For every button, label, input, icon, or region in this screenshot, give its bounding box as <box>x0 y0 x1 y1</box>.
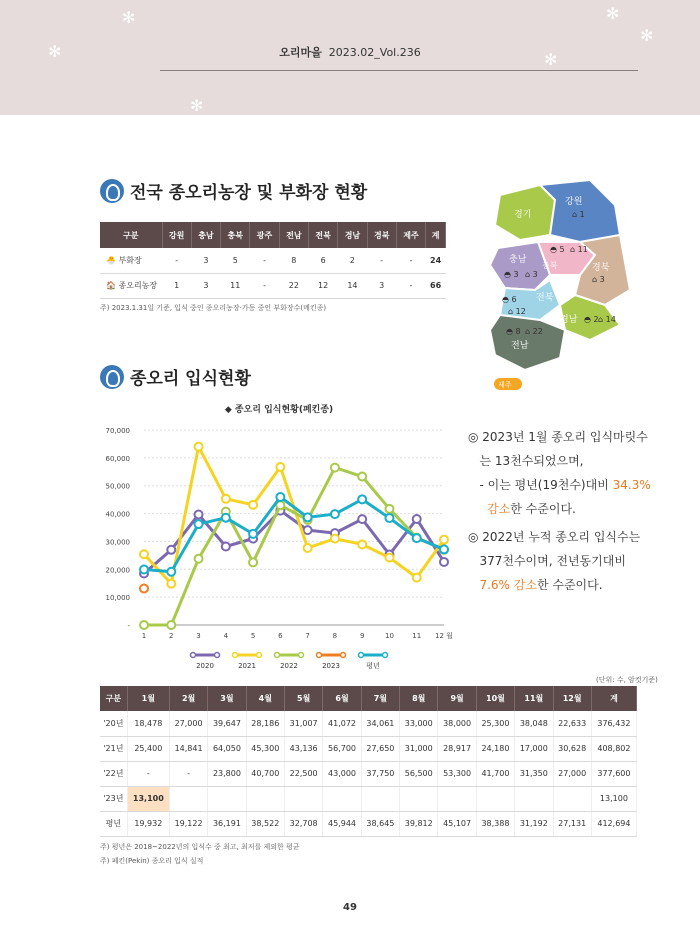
farm-table <box>100 222 446 299</box>
col-header: 2월 <box>169 686 207 711</box>
cell: - <box>367 248 396 273</box>
col-header: 전북 <box>308 222 337 248</box>
col-header: 6월 <box>323 686 361 711</box>
cell: 3 <box>367 273 396 298</box>
col-header: 경북 <box>367 222 396 248</box>
section-title-stocking <box>100 364 251 389</box>
cell: 14,841 <box>169 736 207 761</box>
cell: 45,107 <box>438 811 476 836</box>
cell: - <box>250 273 279 298</box>
y-tick-label: 40,000 <box>105 510 130 519</box>
cell: 43,000 <box>323 761 361 786</box>
cell: 25,300 <box>476 711 514 736</box>
legend-label: 2021 <box>238 662 256 670</box>
data-point-평년 <box>167 568 175 576</box>
legend-label: 평년 <box>366 662 380 670</box>
data-point-2021 <box>440 536 448 544</box>
y-tick-label: 30,000 <box>105 538 130 547</box>
col-header: 1월 <box>127 686 169 711</box>
col-header: 9월 <box>438 686 476 711</box>
legend-marker <box>317 653 322 658</box>
table-row <box>100 273 446 298</box>
legend-label: 2023 <box>322 662 340 670</box>
section-title-text: 종오리 입식현황 <box>130 369 251 389</box>
unit-label: (단위: 수, 암컷기준) <box>596 676 658 684</box>
data-point-평년 <box>249 530 257 538</box>
y-tick-label: 10,000 <box>105 594 130 603</box>
cell: 34,061 <box>361 711 399 736</box>
map-count: ⌂ 11 <box>570 245 588 254</box>
data-point-2021 <box>331 535 339 543</box>
data-point-2021 <box>195 443 203 451</box>
snowflake-icon: ✻ <box>544 50 558 69</box>
legend-marker <box>257 653 262 658</box>
col-header: 충남 <box>191 222 220 248</box>
row-label: 🐣 부화장 <box>100 248 162 273</box>
table-row <box>100 786 637 811</box>
data-point-평년 <box>440 545 448 553</box>
duck-icon <box>100 365 124 389</box>
data-point-2022 <box>385 505 393 513</box>
note: 주) 평년은 2018~2022년의 입식수 중 최고, 최저를 제외한 평균 <box>100 843 300 851</box>
x-tick-label: 7 <box>305 632 310 640</box>
table-row <box>100 761 637 786</box>
cell: 39,812 <box>400 811 438 836</box>
cell: 2 <box>338 248 367 273</box>
bullet-1: ◎ 2023년 1월 종오리 입식마릿수 는 13천수되었으며, - 이는 평년(19천수)대비 34.3% 감소한 수준이다. <box>468 430 651 516</box>
y-tick-label: 20,000 <box>105 566 130 575</box>
table-row <box>100 248 446 273</box>
legend-marker <box>383 653 388 658</box>
cell: 11 <box>221 273 250 298</box>
map-count: ◓ 6 <box>502 295 517 304</box>
map-count: ⌂ 3 <box>592 275 605 284</box>
map-label: 전북 <box>536 293 554 303</box>
bullet-2: ◎ 2022년 누적 종오리 입식수는 377천수이며, 전년동기대비 7.6% 감소한 수준이다. <box>468 530 641 592</box>
legend-marker <box>299 653 304 658</box>
legend-marker <box>275 653 280 658</box>
summary-bullets <box>468 425 668 601</box>
cell: 6 <box>308 248 337 273</box>
duck-icon <box>100 179 124 203</box>
data-point-2020 <box>440 558 448 566</box>
cell: 28,186 <box>246 711 284 736</box>
map-label: 경남 <box>560 315 578 325</box>
data-point-2021 <box>304 544 312 552</box>
cell: 32,708 <box>284 811 322 836</box>
col-header: 7월 <box>361 686 399 711</box>
cell: 28,917 <box>438 736 476 761</box>
col-header: 충북 <box>221 222 250 248</box>
data-point-2022 <box>195 555 203 563</box>
col-header: 11월 <box>515 686 553 711</box>
map-label: 충북 <box>542 261 558 270</box>
cell: 31,192 <box>515 811 553 836</box>
map-region-chungnam <box>490 242 550 290</box>
cell: - <box>396 248 425 273</box>
x-tick-label: 2 <box>169 632 174 640</box>
y-tick-label: 60,000 <box>105 454 130 463</box>
cell <box>553 786 591 811</box>
data-point-평년 <box>276 493 284 501</box>
cell <box>400 786 438 811</box>
cell <box>246 786 284 811</box>
cell: 13,100 <box>127 786 169 811</box>
cell <box>284 786 322 811</box>
snowflake-icon: ✻ <box>122 8 136 27</box>
legend-marker <box>341 653 346 658</box>
map-label: 충남 <box>509 255 527 265</box>
cell <box>476 786 514 811</box>
note: 주) 페킨(Pekin) 종오리 입식 실적 <box>100 857 204 865</box>
data-point-2021 <box>249 501 257 509</box>
table-row <box>100 736 637 761</box>
cell: 31,350 <box>515 761 553 786</box>
farm-note: 주) 2023.1.31일 기준, 입식 중인 종오리농장·가동 중인 부화장수(메킨종) <box>100 304 327 312</box>
x-tick-label: 3 <box>196 632 201 640</box>
map-count: ◓ 2 <box>584 315 599 324</box>
data-point-2022 <box>249 558 257 566</box>
data-point-평년 <box>385 514 393 522</box>
col-header: 구분 <box>100 686 127 711</box>
cell: 38,645 <box>361 811 399 836</box>
cell: 18,478 <box>127 711 169 736</box>
x-tick-label: 1 <box>141 632 147 640</box>
col-header: 3월 <box>208 686 246 711</box>
cell: 37,750 <box>361 761 399 786</box>
data-point-2021 <box>358 540 366 548</box>
series-line-평년 <box>144 497 444 572</box>
col-header: 8월 <box>400 686 438 711</box>
col-header: 제주 <box>396 222 425 248</box>
col-header: 전남 <box>279 222 308 248</box>
cell: 19,932 <box>127 811 169 836</box>
snowflake-icon: ✻ <box>640 26 654 45</box>
divider <box>160 70 638 71</box>
col-header: 광주 <box>250 222 279 248</box>
row-label: '23년 <box>100 786 127 811</box>
data-point-2021 <box>167 580 175 588</box>
legend-label: 2020 <box>196 662 214 670</box>
map-count: ⌂ 1 <box>572 210 585 219</box>
cell: - <box>250 248 279 273</box>
map-count: ◓ 8 <box>506 327 521 336</box>
table-row <box>100 711 637 736</box>
map-count: ⌂ 22 <box>525 327 543 336</box>
cell: 22,633 <box>553 711 591 736</box>
x-tick-label: 8 <box>332 632 338 640</box>
cell: - <box>127 761 169 786</box>
cell: 56,700 <box>323 736 361 761</box>
map-count: ◓ 3 <box>504 270 519 279</box>
cell: 56,500 <box>400 761 438 786</box>
chart-title: ◆ 종오리 입식현황(페킨종) <box>224 405 334 415</box>
cell: 64,050 <box>208 736 246 761</box>
x-tick-label: 12 월 <box>435 632 453 640</box>
col-header: 10월 <box>476 686 514 711</box>
magazine-name: 오리마을 <box>279 46 322 59</box>
cell: 38,048 <box>515 711 553 736</box>
cell: 5 <box>221 248 250 273</box>
data-point-2021 <box>140 550 148 558</box>
cell: 22 <box>279 273 308 298</box>
map-label: 강원 <box>565 197 583 207</box>
cell: 41,072 <box>323 711 361 736</box>
snowflake-icon: ✻ <box>190 96 204 115</box>
cell: 30,628 <box>553 736 591 761</box>
snowflake-icon: ✻ <box>606 4 620 23</box>
data-point-2020 <box>222 542 230 550</box>
col-header: 경남 <box>338 222 367 248</box>
x-tick-label: 5 <box>250 632 256 640</box>
map-label: 전남 <box>511 341 529 351</box>
cell: 39,647 <box>208 711 246 736</box>
cell: - <box>169 761 207 786</box>
cell: 17,000 <box>515 736 553 761</box>
row-label: 🏠 종오리농장 <box>100 273 162 298</box>
cell: 19,122 <box>169 811 207 836</box>
cell: 27,000 <box>553 761 591 786</box>
col-header: 4월 <box>246 686 284 711</box>
map-label: 경기 <box>514 210 532 220</box>
cell: 38,000 <box>438 711 476 736</box>
cell: 43,136 <box>284 736 322 761</box>
map-label: 제주 <box>498 381 512 389</box>
page-number: 49 <box>343 902 357 913</box>
map-count: ◓ 5 <box>550 245 565 254</box>
cell: 14 <box>338 273 367 298</box>
data-point-2022 <box>331 464 339 472</box>
cell: 33,000 <box>400 711 438 736</box>
data-point-2020 <box>413 515 421 523</box>
cell: 53,300 <box>438 761 476 786</box>
issue-label: 2023.02_Vol.236 <box>328 46 421 59</box>
x-tick-label: 9 <box>359 632 365 640</box>
data-point-2020 <box>304 526 312 534</box>
data-point-2022 <box>167 621 175 629</box>
col-header: 구분 <box>100 222 162 248</box>
data-point-2020 <box>195 511 203 519</box>
y-tick-label: 70,000 <box>105 427 130 435</box>
cell: 3 <box>191 248 220 273</box>
row-label: '22년 <box>100 761 127 786</box>
series-line-2021 <box>144 447 444 584</box>
y-tick-label: 50,000 <box>105 482 130 491</box>
stocking-table <box>100 686 637 837</box>
section-title-farms <box>100 178 367 203</box>
cell: 25,400 <box>127 736 169 761</box>
total-cell: 24 <box>426 248 446 273</box>
cell: 12 <box>308 273 337 298</box>
data-point-2021 <box>276 463 284 471</box>
cell: 377,600 <box>591 761 636 786</box>
data-point-2021 <box>413 574 421 582</box>
col-header: 계 <box>591 686 636 711</box>
cell <box>323 786 361 811</box>
cell <box>208 786 246 811</box>
cell: - <box>162 248 191 273</box>
data-point-2023 <box>140 585 148 593</box>
masthead <box>0 44 700 60</box>
col-header: 5월 <box>284 686 322 711</box>
cell <box>361 786 399 811</box>
table-row <box>100 811 637 836</box>
row-label: '21년 <box>100 736 127 761</box>
x-tick-label: 11 <box>412 632 422 640</box>
cell: 31,000 <box>400 736 438 761</box>
cell: 8 <box>279 248 308 273</box>
cell: 36,191 <box>208 811 246 836</box>
y-tick-label: - <box>127 622 130 630</box>
cell: 24,180 <box>476 736 514 761</box>
total-cell: 66 <box>426 273 446 298</box>
data-point-평년 <box>304 513 312 521</box>
map-count: ⌂ 12 <box>508 307 526 316</box>
cell: 27,131 <box>553 811 591 836</box>
cell: 408,802 <box>591 736 636 761</box>
legend-marker <box>191 653 196 658</box>
legend-marker <box>215 653 220 658</box>
map-count: ⌂ 14 <box>598 315 616 324</box>
cell <box>169 786 207 811</box>
cell: 23,800 <box>208 761 246 786</box>
line-chart <box>100 420 460 670</box>
cell: 1 <box>162 273 191 298</box>
snowflake-icon: ✻ <box>48 42 62 61</box>
data-point-평년 <box>140 565 148 573</box>
data-point-2020 <box>358 515 366 523</box>
cell <box>515 786 553 811</box>
cell: 45,300 <box>246 736 284 761</box>
data-point-평년 <box>358 495 366 503</box>
cell: 13,100 <box>591 786 636 811</box>
legend-marker <box>359 653 364 658</box>
cell <box>438 786 476 811</box>
cell: 31,007 <box>284 711 322 736</box>
data-point-평년 <box>413 534 421 542</box>
data-point-2020 <box>167 546 175 554</box>
col-header: 강원 <box>162 222 191 248</box>
data-point-평년 <box>331 510 339 518</box>
data-point-2021 <box>385 554 393 562</box>
cell: 27,650 <box>361 736 399 761</box>
x-tick-label: 10 <box>384 632 394 640</box>
table-notes <box>100 840 300 868</box>
data-point-2021 <box>222 495 230 503</box>
cell: 38,388 <box>476 811 514 836</box>
cell: 22,500 <box>284 761 322 786</box>
x-tick-label: 4 <box>223 632 229 640</box>
cell: 45,944 <box>323 811 361 836</box>
data-point-2022 <box>140 621 148 629</box>
data-point-2022 <box>358 473 366 481</box>
map-label: 경북 <box>592 263 610 273</box>
cell: 40,700 <box>246 761 284 786</box>
cell: 3 <box>191 273 220 298</box>
data-point-평년 <box>195 520 203 528</box>
col-header: 12월 <box>553 686 591 711</box>
cell: 27,000 <box>169 711 207 736</box>
col-header: 계 <box>426 222 446 248</box>
legend-marker <box>233 653 238 658</box>
cell: - <box>396 273 425 298</box>
data-point-평년 <box>222 514 230 522</box>
map-count: ⌂ 3 <box>525 270 538 279</box>
cell: 412,694 <box>591 811 636 836</box>
section-title-text: 전국 종오리농장 및 부화장 현황 <box>130 183 368 203</box>
legend-label: 2022 <box>280 662 298 670</box>
cell: 41,700 <box>476 761 514 786</box>
x-tick-label: 6 <box>278 632 283 640</box>
row-label: '20년 <box>100 711 127 736</box>
cell: 376,432 <box>591 711 636 736</box>
row-label: 평년 <box>100 811 127 836</box>
korea-map <box>480 180 640 395</box>
cell: 38,522 <box>246 811 284 836</box>
